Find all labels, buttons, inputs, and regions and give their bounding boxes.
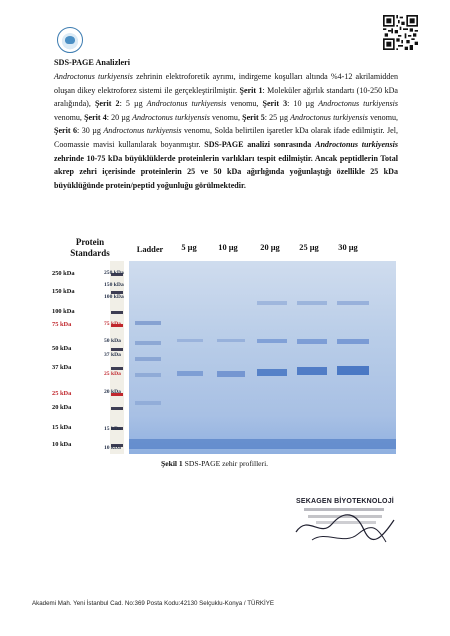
text-run: : Moleküler ağırlık standartı (10-250 kDa aralığında),: [54, 85, 398, 109]
marker-label-75: 75 kDa: [52, 321, 72, 328]
gel-marker-150: 150 kDa: [104, 282, 124, 288]
section-title: SDS-PAGE Analizleri: [54, 58, 131, 67]
marker-label-50: 50 kDa: [52, 345, 72, 352]
species-name: Androctonus turkiyensis: [132, 112, 210, 122]
logo-mark: [65, 36, 75, 44]
stamp-company-name: SEKAGEN BİYOTEKNOLOJİ: [296, 498, 394, 505]
company-stamp: [286, 494, 404, 554]
analysis-paragraph: [54, 70, 398, 192]
species-name: Androctonus turkiyensis: [315, 139, 399, 149]
text-run: venomu, Solda belirtilen işaretler kDa olarak ifade edilmiştir. Jel, Coomassie mavisi kullanılarak boyanmıştır.: [54, 126, 398, 149]
text-run: : 30 µg: [77, 126, 104, 136]
marker-label-10: 10 kDa: [52, 441, 72, 448]
gel-bands: [129, 261, 396, 454]
marker-label-150: 150 kDa: [52, 288, 75, 295]
text-run: venomu,: [54, 112, 85, 122]
text-run: venomu,: [367, 112, 398, 122]
caption-text: SDS-PAGE zehir profilleri.: [182, 459, 269, 468]
marker-label-15: 15 kDa: [52, 424, 72, 431]
lane-6-label: Şerit 6: [54, 126, 78, 136]
lane-1-label: Şerit 1: [239, 85, 263, 95]
sds-page-figure: [54, 237, 396, 455]
species-name: Androctonus turkiyensis: [318, 99, 399, 109]
marker-label-37: 37 kDa: [52, 364, 72, 371]
marker-label-250: 250 kDa: [52, 270, 75, 277]
species-name: Androctonus turkiyensis: [54, 72, 133, 81]
text-run: venomu,: [226, 99, 263, 109]
lane-header-25ug: 25 µg: [299, 243, 319, 252]
qr-code-icon: [383, 15, 418, 50]
gel-marker-50: 50 kDa: [104, 338, 121, 344]
gel-marker-20: 20 kDa: [104, 389, 121, 395]
standards-label-line-1: Protein: [75, 237, 105, 247]
gel-marker-37: 37 kDa: [104, 352, 121, 358]
text-run: zehrinin elektroforetik ayrımı, indirgeme koşulları altında %4-12 akrilamidden oluşan dikey elektroforez sistemi ile gerçekleştirilmiştir.: [54, 72, 399, 95]
lane-header-20ug: 20 µg: [260, 243, 280, 252]
figure-caption: [161, 459, 268, 468]
lane-5-label: Şerit 5: [242, 112, 265, 122]
standards-label: [58, 237, 122, 259]
standards-label-line-2: Standards: [70, 248, 110, 258]
conclusion-bold: zehrinde 10-75 kDa büyüklüklerde proteinlerin varlıkları tespit edilmiştir. Ancak peptidlerin Total akrep zehri içerisinde proteinlerin 25 ve 50 kDa ağırlığında yoğunlaştığı özellikle 25 kDa büyüklüğünde protein/peptid yoğunluğu görülmektedir.: [54, 153, 398, 190]
footer-address: Akademi Mah. Yeni İstanbul Cad. No:369 Posta Kodu:42130 Selçuklu-Konya / TÜRKİYE: [32, 600, 275, 607]
lane-header-10ug: 10 µg: [218, 243, 238, 252]
conclusion-bold: SDS-PAGE analizi sonrasında: [204, 139, 316, 149]
text-run: venomu,: [209, 112, 243, 122]
lane-header-ladder: Ladder: [136, 245, 164, 254]
marker-label-20: 20 kDa: [52, 404, 72, 411]
species-name: Androctonus turkiyensis: [103, 126, 182, 136]
text-run: : 20 µg: [106, 112, 133, 122]
lane-2-label: Şerit 2: [94, 99, 120, 109]
lane-header-5ug: 5 µg: [181, 243, 197, 252]
lane-4-label: Şerit 4: [84, 112, 107, 122]
gel-marker-75: 75 kDa: [104, 321, 121, 327]
text-run: : 5 µg: [119, 99, 147, 109]
caption-label: Şekil 1: [161, 459, 183, 468]
gel-marker-10: 10 kDa: [104, 445, 121, 451]
text-run: : 25 µg: [264, 112, 291, 122]
institution-logo: [57, 27, 83, 53]
gel-image: [129, 261, 396, 454]
gel-marker-100: 100 kDa: [104, 294, 124, 300]
marker-label-100: 100 kDa: [52, 308, 75, 315]
marker-label-25: 25 kDa: [52, 390, 72, 397]
species-name: Androctonus turkiyensis: [146, 99, 227, 109]
text-run: : 10 µg: [287, 99, 319, 109]
lane-header-30ug: 30 µg: [338, 243, 358, 252]
gel-marker-25: 25 kDa: [104, 371, 121, 377]
lane-3-label: Şerit 3: [262, 99, 288, 109]
gel-marker-250: 250 kDa: [104, 270, 124, 276]
species-name: Androctonus turkiyensis: [290, 112, 368, 122]
gel-marker-15: 15 kDa: [104, 426, 121, 432]
